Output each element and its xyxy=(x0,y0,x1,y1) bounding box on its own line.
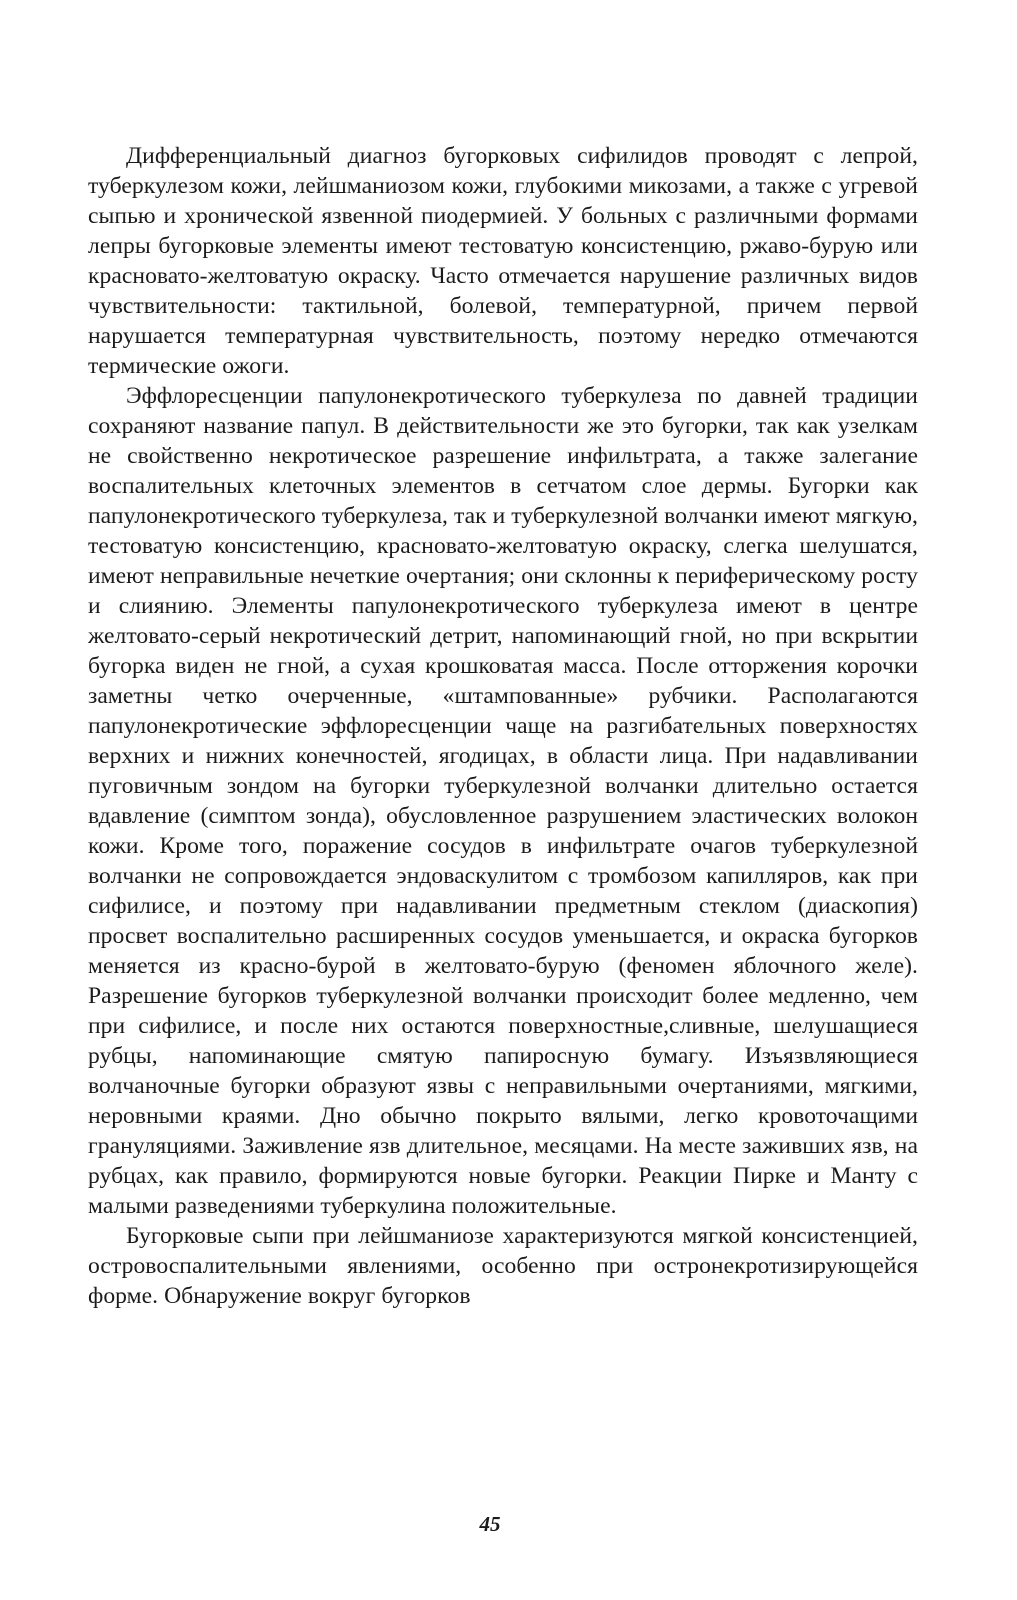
paragraph-leishmaniasis: Бугорковые сыпи при лейшманиозе характеризуются мягкой консистенцией, островоспалительными явлениями, особенно при остронекротизирующейся форме. Обнаружение вокруг бугорков xyxy=(88,1223,918,1309)
paragraph-differential-diagnosis: Дифференциальный диагноз бугорковых сифилидов проводят с лепрой, туберкулезом кожи, лейшманиозом кожи, глубокими микозами, а также с угревой сыпью и хронической язвенной пиодермией. У больных с различными формами лепры бугорковые элементы имеют тестоватую консистенцию, ржаво-бурую или красновато-желтоватую окраску. Часто отмечается нарушение различных видов чувствительности: тактильной, болевой, температурной, причем первой нарушается температурная чувствительность, поэтому нередко отмечаются термические ожоги. xyxy=(88,143,918,379)
page-number: 45 xyxy=(479,1512,501,1536)
paragraph-papulonecrotic-tuberculosis: Эффлоресценции папулонекротического туберкулеза по давней традиции сохраняют название папул. В действительности же это бугорки, так как узелкам не свойственно некротическое разрешение инфильтрата, а также залегание воспалительных клеточных элементов в сетчатом слое дермы. Бугорки как папулонекротического туберкулеза, так и туберкулезной волчанки имеют мягкую, тестоватую консистенцию, красновато-желтоватую окраску, слегка шелушатся, имеют неправильные нечеткие очертания; они склонны к периферическому росту и слиянию. Элементы папулонекротического туберкулеза имеют в центре желтовато-серый некротический детрит, напоминающий гной, но при вскрытии бугорка виден не гной, а сухая крошковатая масса. После отторжения корочки заметны четко очерченные, «штампованные» рубчики. Располагаются папулонекротические эффлоресценции чаще на разгибательных поверхностях верхних и нижних конечностей, ягодицах, в области лица. При надавливании пуговичным зондом на бугорки туберкулезной волчанки длительно остается вдавление (симптом зонда), обусловленное разрушением эластических волокон кожи. Кроме того, поражение сосудов в инфильтрате очагов туберкулезной волчанки не сопровождается эндоваскулитом с тромбозом капилляров, как при сифилисе, и поэтому при надавливании предметным стеклом (диаскопия) просвет воспалительно расширенных сосудов уменьшается, и окраска бугорков меняется из красно-бурой в желтовато-бурую (феномен яблочного желе). Разрешение бугорков туберкулезной волчанки происходит более медленно, чем при сифилисе, и после них остаются поверхностные,сливные, шелушащиеся рубцы, напоминающие смятую папиросную бумагу. Изъязвляющиеся волчаночные бугорки образуют язвы с неправильными очертаниями, мягкими, неровными краями. Дно обычно покрыто вялыми, легко кровоточащими грануляциями. Заживление язв длительное, месяцами. На месте заживших язв, на рубцах, как правило, формируются новые бугорки. Реакции Пирке и Манту с малыми разведениями туберкулина положительные. xyxy=(88,383,918,1219)
body-text xyxy=(88,141,918,1311)
